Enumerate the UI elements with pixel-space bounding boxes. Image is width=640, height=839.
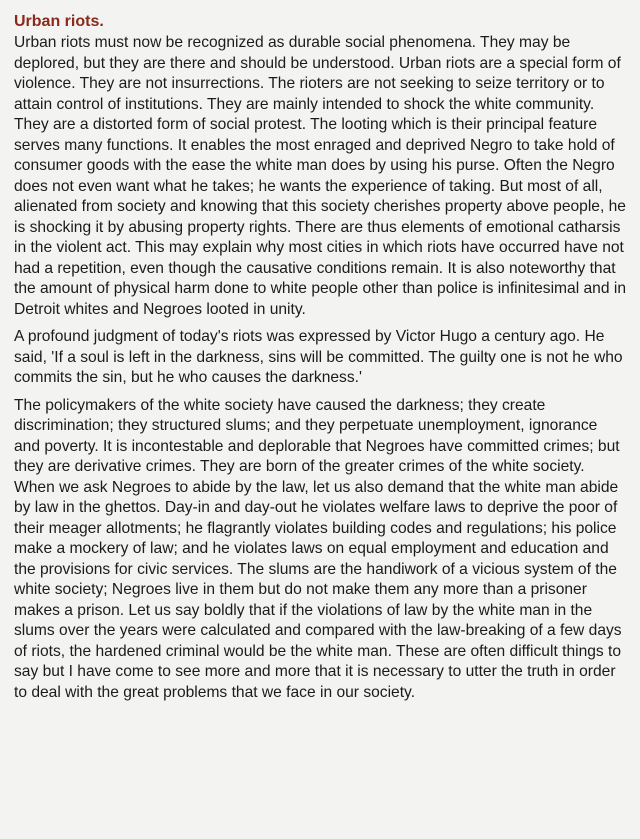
paragraph-urban-riots: Urban riots must now be recognized as durable social phenomena. They may be deplored, but they are there and should be understood. Urban riots are a special form of violence. They are not insurrections. The rioters are not seeking to seize territory or to attain control of institutions. They are mainly intended to shock the white community. They are a distorted form of social protest. The looting which is their principal feature serves many functions. It enables the most enraged and deprived Negro to take hold of consumer goods with the ease the white man does by using his purse. Often the Negro does not even want what he takes; he wants the experience of taking. But most of all, alienated from society and knowing that this society cherishes property above people, he is shocking it by abusing property rights. There are thus elements of emotional catharsis in the violent act. This may explain why most cities in which riots have occurred have not had a repetition, even though the causative conditions remain. It is also noteworthy that the amount of physical harm done to white people other than police is infinitesimal and in Detroit whites and Negroes looted in unity.: [14, 34, 626, 318]
paragraph-policymakers: The policymakers of the white society have caused the darkness; they create discrimination; they structured slums; and they perpetuate unemployment, ignorance and poverty. It is incontestable and deplorable that Negroes have committed crimes; but they are derivative crimes. They are born of the greater crimes of the white society. When we ask Negroes to abide by the law, let us also demand that the white man abide by law in the ghettos. Day-in and day-out he violates welfare laws to deprive the poor of their meager allotments; he flagrantly violates building codes and regulations; his police make a mockery of law; and he violates laws on equal employment and education and the provisions for civic services. The slums are the handiwork of a vicious system of the white society; Negroes live in them but do not make them any more than a prisoner makes a prison. Let us say boldly that if the violations of law by the white man in the slums over the years were calculated and compared with the law-breaking of a few days of riots, the hardened criminal would be the white man. These are often difficult things to say but I have come to see more and more that it is necessary to utter the truth in order to deal with the great problems that we face in our society.: [14, 396, 622, 701]
section-heading: Urban riots.: [14, 13, 104, 30]
paragraph-victor-hugo: A profound judgment of today's riots was expressed by Victor Hugo a century ago. He said, 'If a soul is left in the darkness, sins will be committed. The guilty one is not he who commits the sin, but he who causes the darkness.': [14, 328, 623, 386]
